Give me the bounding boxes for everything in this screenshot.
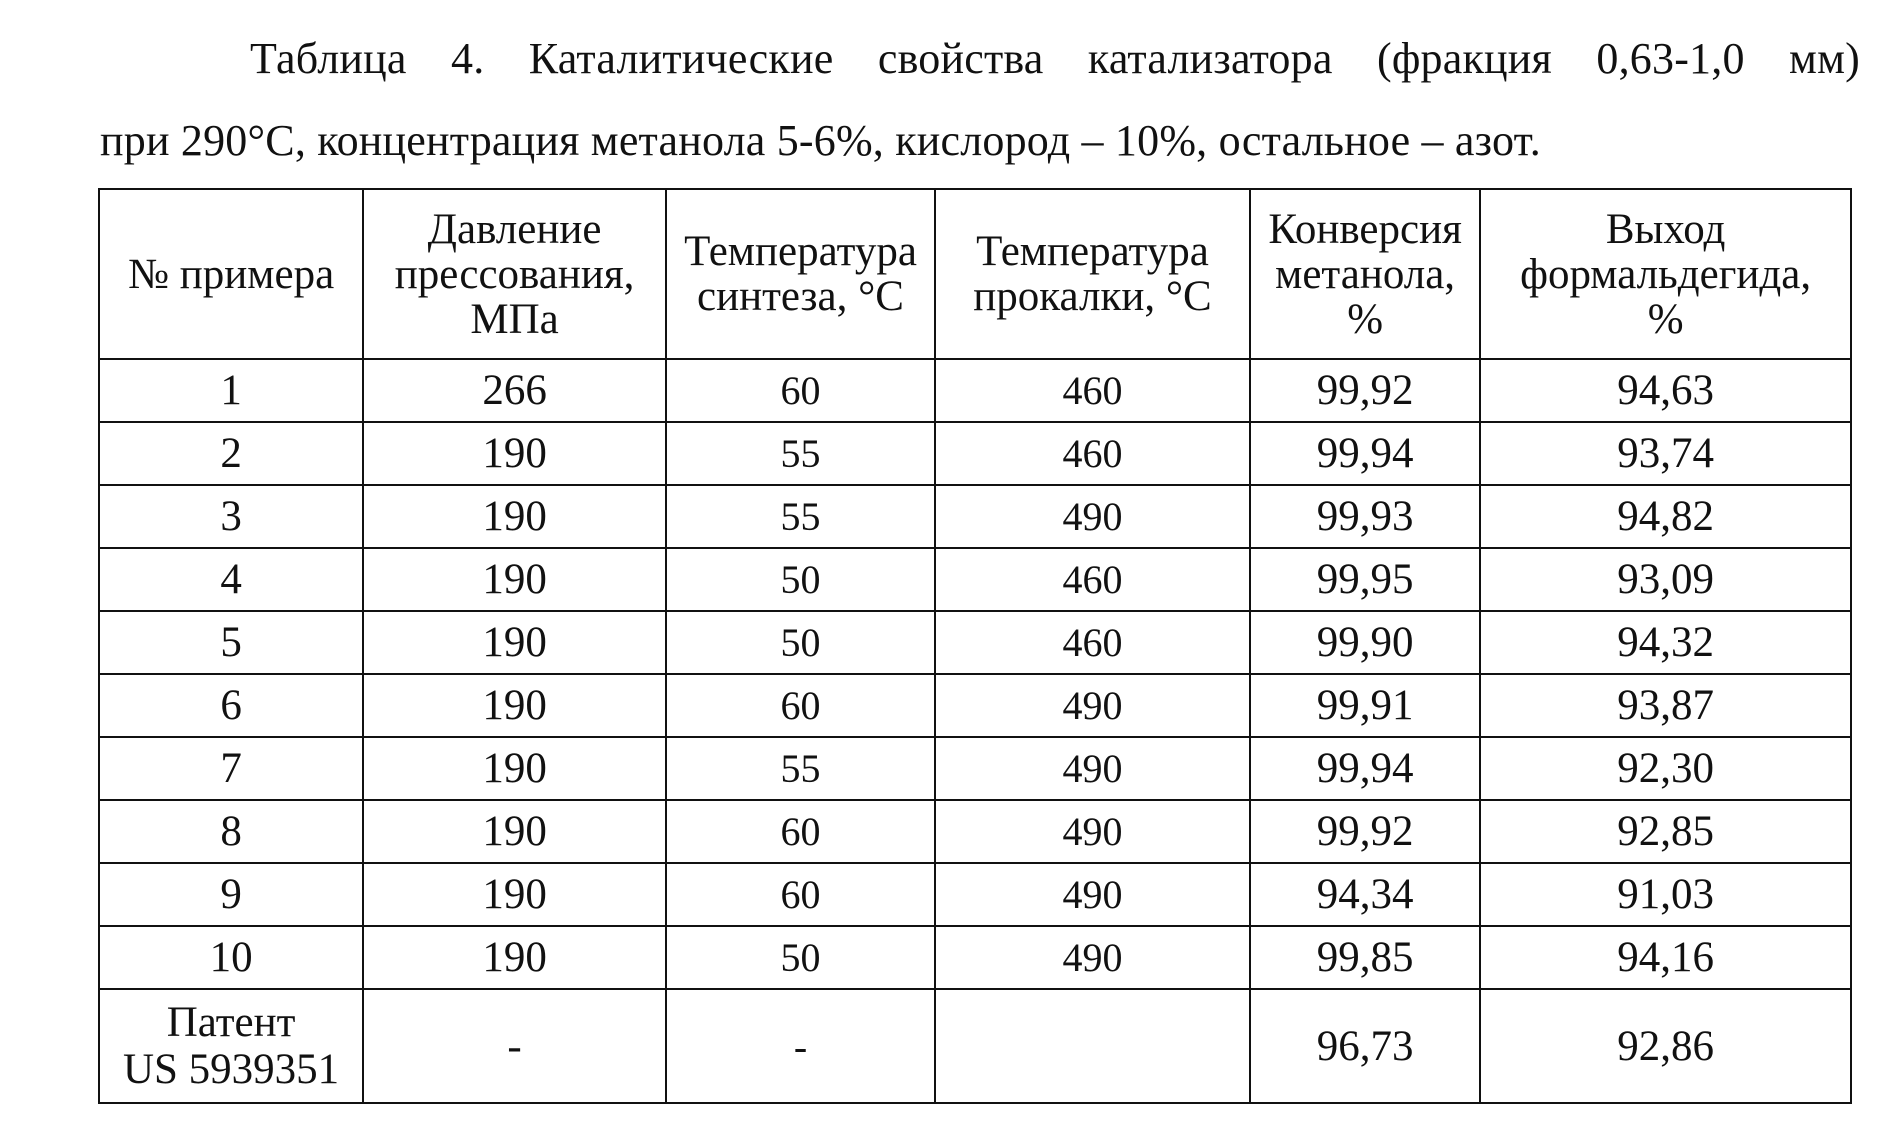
table-row	[99, 548, 1851, 611]
cell-pressure: 190	[363, 800, 666, 863]
cell-conversion: 99,94	[1250, 737, 1480, 800]
cell-calcination-temp: 490	[935, 800, 1250, 863]
cell-pressure: 190	[363, 548, 666, 611]
cell-calcination-temp: 460	[935, 422, 1250, 485]
cell-pressure: 190	[363, 737, 666, 800]
cell-conversion: 99,85	[1250, 926, 1480, 989]
cell-patent-pressure: -	[363, 989, 666, 1103]
cell-pressure: 190	[363, 611, 666, 674]
cell-yield: 92,85	[1480, 800, 1851, 863]
cell-synthesis-temp: 60	[666, 674, 935, 737]
cell-patent-calcination-temp	[935, 989, 1250, 1103]
cell-synthesis-temp: 55	[666, 737, 935, 800]
table-row	[99, 674, 1851, 737]
cell-example-number: 9	[99, 863, 363, 926]
caption-line-2: при 290°C, концентрация метанола 5-6%, кислород – 10%, остальное – азот.	[100, 116, 1541, 165]
cell-yield: 92,30	[1480, 737, 1851, 800]
table-body	[99, 359, 1851, 1103]
cell-pressure: 190	[363, 863, 666, 926]
cell-conversion: 99,92	[1250, 359, 1480, 422]
cell-conversion: 99,94	[1250, 422, 1480, 485]
cell-example-number: 6	[99, 674, 363, 737]
cell-conversion: 99,91	[1250, 674, 1480, 737]
cell-synthesis-temp: 60	[666, 359, 935, 422]
cell-patent-synthesis-temp: -	[666, 989, 935, 1103]
cell-yield: 93,87	[1480, 674, 1851, 737]
cell-conversion: 99,92	[1250, 800, 1480, 863]
cell-patent-label: Патент US 5939351	[99, 989, 363, 1103]
cell-synthesis-temp: 60	[666, 863, 935, 926]
table-row	[99, 485, 1851, 548]
cell-pressure: 190	[363, 926, 666, 989]
header-formaldehyde-yield: Выход формальдегида, %	[1480, 189, 1851, 359]
cell-yield: 94,32	[1480, 611, 1851, 674]
table-row	[99, 737, 1851, 800]
cell-synthesis-temp: 55	[666, 422, 935, 485]
cell-calcination-temp: 460	[935, 611, 1250, 674]
table-caption	[100, 18, 1860, 182]
table-row	[99, 359, 1851, 422]
cell-yield: 91,03	[1480, 863, 1851, 926]
cell-pressure: 190	[363, 674, 666, 737]
header-example-number: № примера	[99, 189, 363, 359]
cell-calcination-temp: 490	[935, 737, 1250, 800]
cell-synthesis-temp: 50	[666, 548, 935, 611]
cell-calcination-temp: 460	[935, 548, 1250, 611]
table-row	[99, 863, 1851, 926]
cell-pressure: 190	[363, 422, 666, 485]
cell-synthesis-temp: 60	[666, 800, 935, 863]
header-pressing-pressure: Давление прессования, МПа	[363, 189, 666, 359]
cell-patent-conversion: 96,73	[1250, 989, 1480, 1103]
cell-conversion: 99,95	[1250, 548, 1480, 611]
cell-example-number: 4	[99, 548, 363, 611]
cell-calcination-temp: 460	[935, 359, 1250, 422]
cell-conversion: 99,93	[1250, 485, 1480, 548]
cell-conversion: 99,90	[1250, 611, 1480, 674]
cell-conversion: 94,34	[1250, 863, 1480, 926]
cell-synthesis-temp: 50	[666, 611, 935, 674]
table-row-patent	[99, 989, 1851, 1103]
cell-yield: 93,09	[1480, 548, 1851, 611]
cell-example-number: 3	[99, 485, 363, 548]
cell-example-number: 2	[99, 422, 363, 485]
cell-example-number: 5	[99, 611, 363, 674]
cell-calcination-temp: 490	[935, 863, 1250, 926]
table-header-row	[99, 189, 1851, 359]
cell-example-number: 10	[99, 926, 363, 989]
cell-example-number: 8	[99, 800, 363, 863]
cell-yield: 94,63	[1480, 359, 1851, 422]
cell-calcination-temp: 490	[935, 926, 1250, 989]
table-row	[99, 926, 1851, 989]
cell-pressure: 190	[363, 485, 666, 548]
cell-yield: 93,74	[1480, 422, 1851, 485]
cell-patent-yield: 92,86	[1480, 989, 1851, 1103]
cell-pressure: 266	[363, 359, 666, 422]
cell-example-number: 7	[99, 737, 363, 800]
catalyst-properties-table	[98, 188, 1852, 1104]
cell-synthesis-temp: 50	[666, 926, 935, 989]
table-row	[99, 422, 1851, 485]
cell-calcination-temp: 490	[935, 674, 1250, 737]
cell-yield: 94,82	[1480, 485, 1851, 548]
header-calcination-temperature: Температура прокалки, °C	[935, 189, 1250, 359]
header-methanol-conversion: Конверсия метанола, %	[1250, 189, 1480, 359]
cell-calcination-temp: 490	[935, 485, 1250, 548]
table-row	[99, 800, 1851, 863]
cell-synthesis-temp: 55	[666, 485, 935, 548]
cell-yield: 94,16	[1480, 926, 1851, 989]
caption-line-1: Таблица 4. Каталитические свойства катализатора (фракция 0,63-1,0 мм)	[250, 34, 1860, 83]
cell-example-number: 1	[99, 359, 363, 422]
table-row	[99, 611, 1851, 674]
header-synthesis-temperature: Температура синтеза, °C	[666, 189, 935, 359]
